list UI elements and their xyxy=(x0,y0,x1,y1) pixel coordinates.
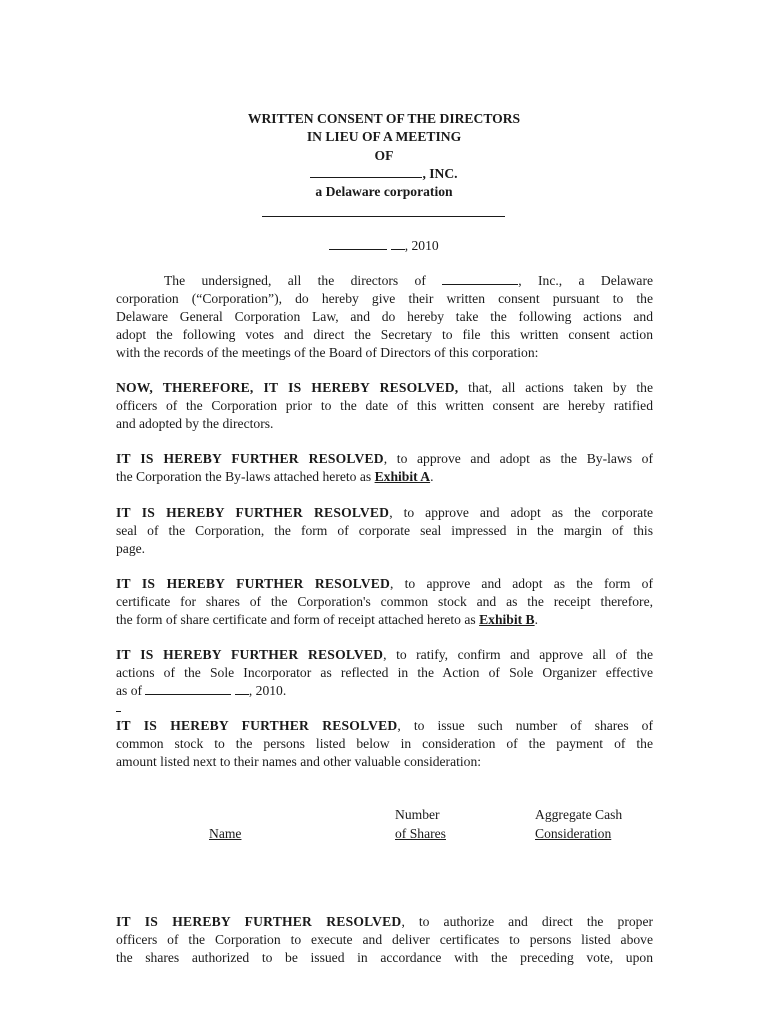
res5-text-3: as of xyxy=(116,683,146,698)
res4-line-2: certificate for shares of the Corporation's common stock and as the receipt therefore, xyxy=(116,594,653,609)
res4-text-4: . xyxy=(534,612,539,627)
res1-text-1: that, all actions taken by the xyxy=(458,380,653,395)
intro-line-3: Delaware General Corporation Law, and do hereby take the following actions and xyxy=(116,309,653,324)
res1-line-3: and adopted by the directors. xyxy=(116,416,274,431)
exhibit-a-reference: Exhibit A xyxy=(374,469,431,484)
res2-line-1 xyxy=(116,450,653,468)
intro-line-5: with the records of the meetings of the Board of Directors of this corporation: xyxy=(116,345,539,360)
res2-text-3: . xyxy=(430,469,434,484)
res5-line-3 xyxy=(116,682,653,700)
title-line-2: IN LIEU OF A MEETING xyxy=(306,129,462,144)
res2-line-2 xyxy=(116,468,653,486)
res3-line-1 xyxy=(116,504,653,522)
intro-text-a: The undersigned, all the directors of xyxy=(164,273,426,288)
res2-text-2: the Corporation the By-laws attached hereto as xyxy=(116,469,375,484)
col-shares-header-bottom: of Shares xyxy=(395,826,446,841)
company-suffix: , INC. xyxy=(422,166,458,181)
director-company-blank xyxy=(442,272,518,285)
res5-text-4: , 2010. xyxy=(248,683,287,698)
resolution-4 xyxy=(116,575,653,629)
intro-text-b: , Inc., a Delaware xyxy=(518,273,653,288)
res5-line-2: actions of the Sole Incorporator as reflected in the Action of Sole Organizer effective xyxy=(116,665,653,680)
res6-line-2: common stock to the persons listed below in consideration of the payment of the xyxy=(116,736,653,751)
res4-line-1 xyxy=(116,575,653,593)
res5-line-1 xyxy=(116,646,653,664)
res7-line-2: officers of the Corporation to execute and deliver certificates to persons listed above xyxy=(116,932,653,947)
res6-line-3: amount listed next to their names and other valuable consideration: xyxy=(116,754,482,769)
res2-heading: IT IS HEREBY FURTHER RESOLVED xyxy=(116,451,384,466)
exhibit-b-reference: Exhibit B xyxy=(479,612,535,627)
resolution-1 xyxy=(116,379,653,433)
date-day-blank xyxy=(391,237,405,250)
col-cash-header-bottom: Consideration xyxy=(535,826,612,841)
intro-line-4: adopt the following votes and direct the Secretary to file this written consent action xyxy=(116,327,653,342)
date-month-blank xyxy=(329,237,387,250)
title-company-line xyxy=(0,165,768,183)
res3-line-3: page. xyxy=(116,541,146,556)
date-year: , 2010 xyxy=(404,238,439,253)
res5-heading: IT IS HEREBY FURTHER RESOLVED xyxy=(116,647,384,662)
resolution-3 xyxy=(116,504,653,558)
res7-heading: IT IS HEREBY FURTHER RESOLVED xyxy=(116,914,402,929)
res4-heading: IT IS HEREBY FURTHER RESOLVED xyxy=(116,576,391,591)
res7-line-3: the shares authorized to be issued in accordance with the preceding vote, upon xyxy=(116,950,653,965)
res6-line-1 xyxy=(116,717,653,735)
res4-text-1: , to approve and adopt as the form of xyxy=(390,576,654,591)
resolution-6 xyxy=(116,717,653,771)
title-divider xyxy=(262,216,505,217)
resolution-7 xyxy=(116,913,653,967)
res4-line-3 xyxy=(116,611,653,629)
incorporation-day-blank xyxy=(235,682,249,695)
title-line-5: a Delaware corporation xyxy=(315,184,453,199)
res3-heading: IT IS HEREBY FURTHER RESOLVED xyxy=(116,505,390,520)
res5-text-1: , to ratify, confirm and approve all of the xyxy=(383,647,654,662)
res1-line-1 xyxy=(116,379,653,397)
res2-text-1: , to approve and adopt as the By-laws of xyxy=(383,451,653,466)
res7-text-1: , to authorize and direct the proper xyxy=(401,914,654,929)
intro-line-1 xyxy=(116,272,653,290)
res1-heading: NOW, THEREFORE, IT IS HEREBY RESOLVED, xyxy=(116,380,459,395)
title-line-3: OF xyxy=(374,148,394,163)
col-cash-header-top: Aggregate Cash xyxy=(535,807,623,822)
res6-heading: IT IS HEREBY FURTHER RESOLVED xyxy=(116,718,398,733)
title-line-1: WRITTEN CONSENT OF THE DIRECTORS xyxy=(247,111,521,126)
resolution-2 xyxy=(116,450,653,486)
date-line xyxy=(0,237,768,255)
res3-text-1: , to approve and adopt as the corporate xyxy=(389,505,654,520)
col-shares-header-top: Number xyxy=(395,807,440,822)
col-name-header: Name xyxy=(209,826,242,841)
res4-text-3: the form of share certificate and form of receipt attached hereto as xyxy=(116,612,480,627)
resolution-5 xyxy=(116,646,653,700)
intro-line-2: corporation (“Corporation”), do hereby give their written consent pursuant to the xyxy=(116,291,653,306)
incorporation-date-blank xyxy=(145,682,231,695)
intro-paragraph xyxy=(116,272,653,362)
company-name-blank xyxy=(310,165,422,178)
res1-line-2: officers of the Corporation prior to the date of this written consent are hereby ratified xyxy=(116,398,653,413)
res6-text-1: , to issue such number of shares of xyxy=(397,718,653,733)
res3-line-2: seal of the Corporation, the form of corporate seal impressed in the margin of this xyxy=(116,523,653,538)
stray-mark xyxy=(116,711,121,712)
res7-line-1 xyxy=(116,913,653,931)
